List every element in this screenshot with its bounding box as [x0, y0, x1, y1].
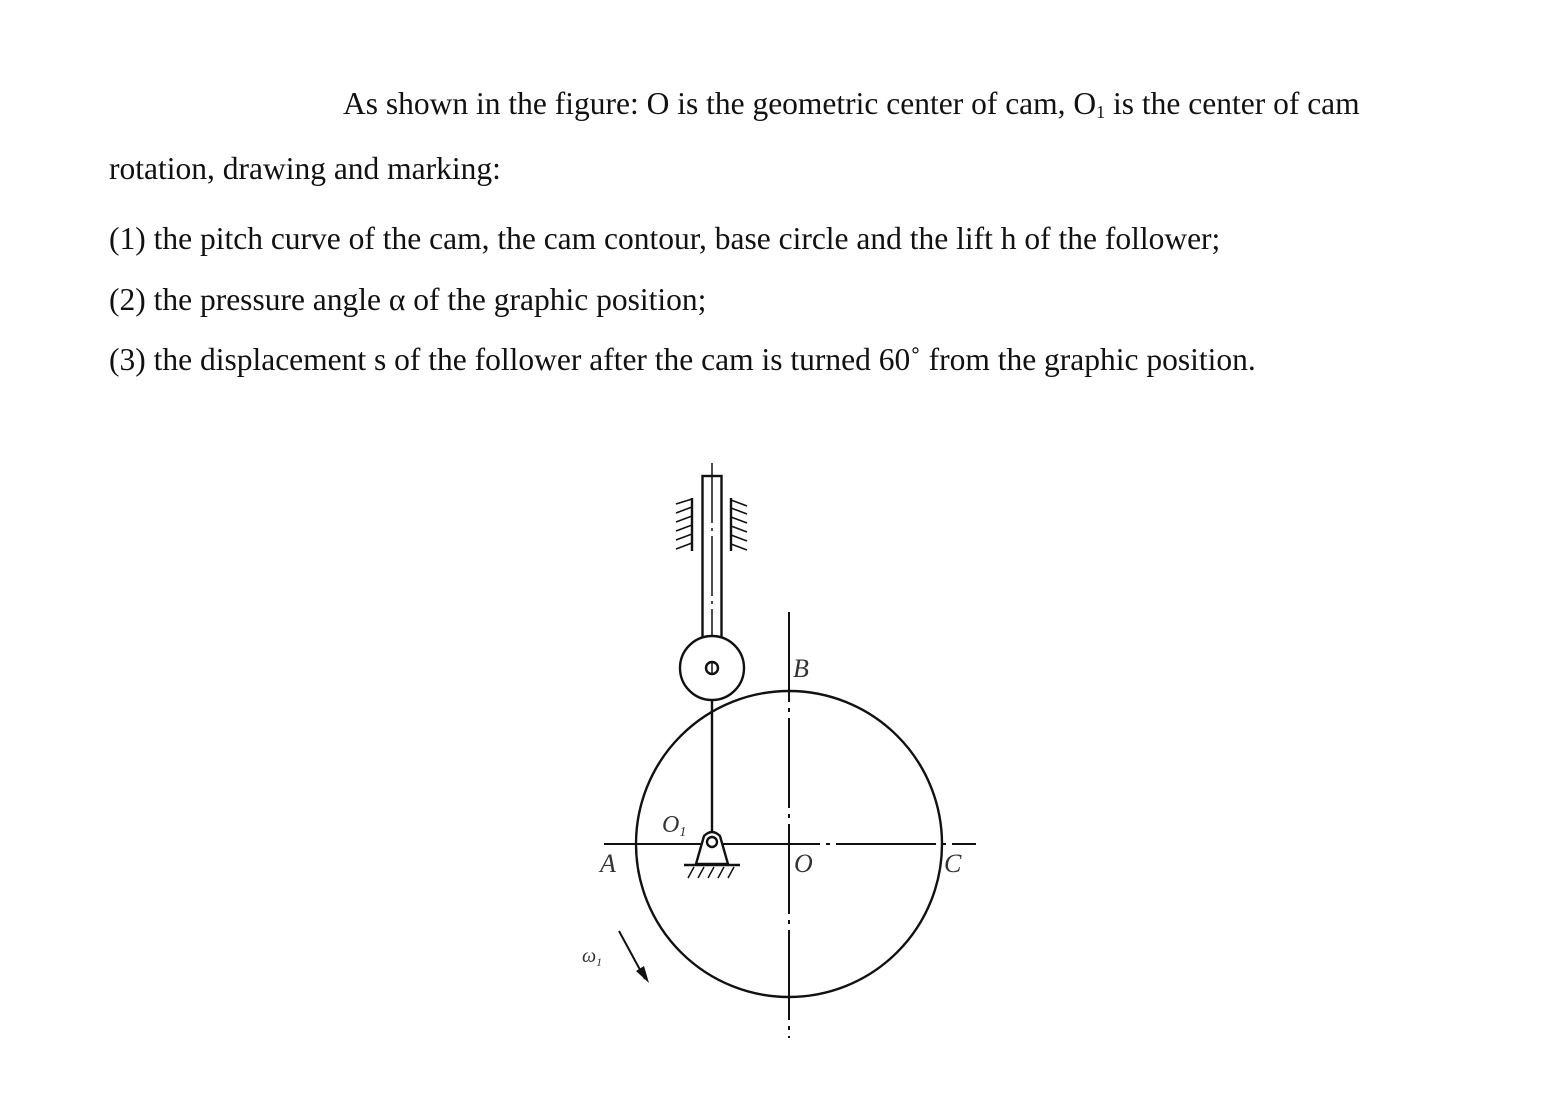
label-A: A — [600, 849, 616, 878]
intro-subscript: 1 — [1096, 102, 1106, 122]
problem-intro-line — [343, 85, 1360, 124]
question-item-1: (1) the pitch curve of the cam, the cam contour, base circle and the lift h of the follower; — [109, 221, 1221, 256]
intro-text-prefix: As shown in the figure: O is the geometric center of cam, O — [343, 86, 1097, 121]
rotation-arrow — [619, 931, 649, 983]
question-item-2: (2) the pressure angle α of the graphic position; — [109, 282, 707, 317]
intro-text-suffix: is the center of cam — [1105, 86, 1360, 121]
label-O: O — [794, 849, 813, 878]
label-B: B — [793, 654, 809, 683]
cam-mechanism-figure — [560, 450, 1020, 1050]
pivot-support — [684, 832, 740, 878]
question-item-3: (3) the displacement s of the follower after the cam is turned 60˚ from the graphic position. — [109, 342, 1256, 377]
cam-geometry — [604, 463, 976, 1038]
label-C: C — [944, 849, 962, 878]
label-omega: $\omega_1$ — [582, 945, 603, 969]
follower-guide-left — [676, 498, 692, 551]
problem-intro-continuation: rotation, drawing and marking: — [109, 151, 501, 186]
follower-guide-right — [731, 498, 747, 551]
label-O1: O1 — [662, 812, 687, 840]
